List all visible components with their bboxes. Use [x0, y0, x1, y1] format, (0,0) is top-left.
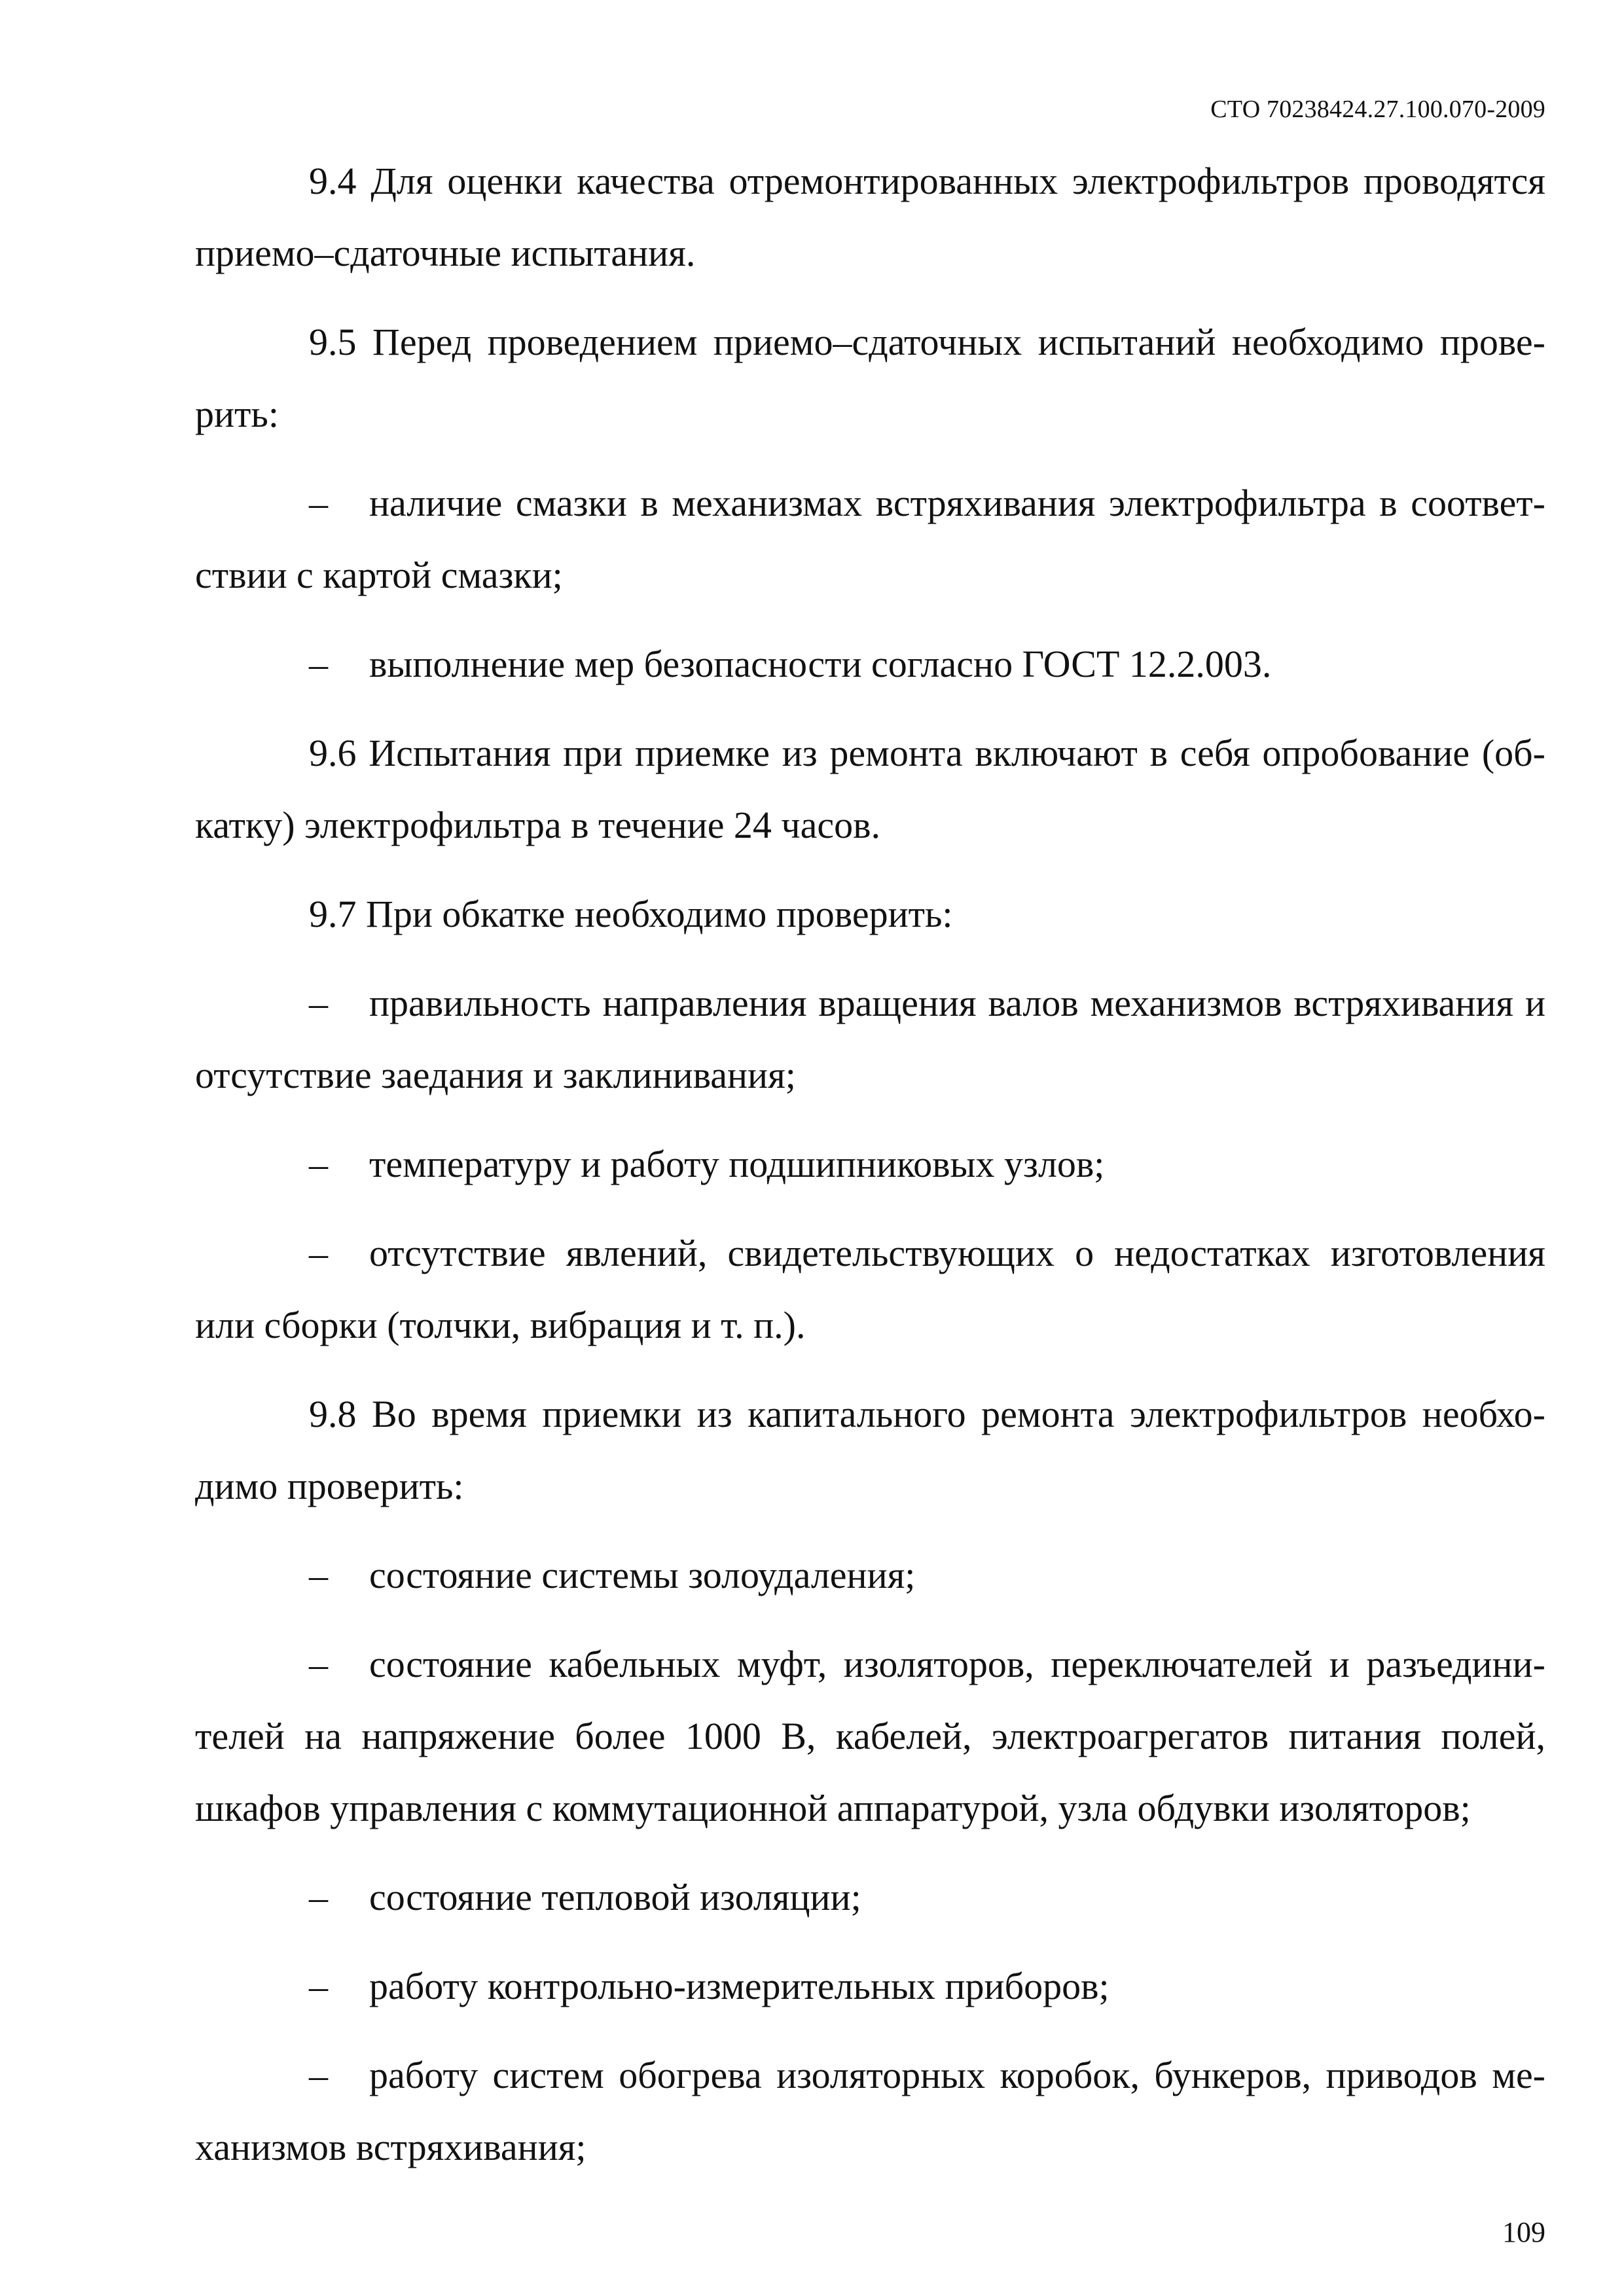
list-dash: – [309, 1643, 328, 1685]
list-item [195, 628, 1545, 700]
paragraph: 9.6 Испытания при приемке из ремонта включают в себя опробование (об-катку) электрофильтра в течение 24 часов. [195, 732, 1545, 846]
list-item [195, 1539, 1545, 1611]
list-item-text: отсутствие явлений, свидетельствующих о недостатках изготовления или сборки (толчки, вибрация и т. п.). [195, 1232, 1545, 1346]
page-number: 109 [1502, 2216, 1545, 2248]
list-dash: – [309, 1232, 328, 1274]
paragraph: 9.4 Для оценки качества отремонтированных электрофильтров проводятся приемо–сдаточные испытания. [195, 160, 1545, 274]
list-item [195, 1861, 1545, 1933]
list-item-text: правильность направления вращения валов механизмов встряхивания и отсутствие заедания и заклинивания; [195, 982, 1545, 1096]
list-item [195, 2039, 1545, 2183]
list-dash: – [309, 482, 328, 524]
list-item [195, 1628, 1545, 1844]
list-dash: – [309, 1965, 328, 2007]
list-item-text: состояние тепловой изоляции; [369, 1876, 861, 1918]
list-item-text: температуру и работу подшипниковых узлов; [369, 1143, 1105, 1185]
list-item-text: работу систем обогрева изоляторных коробок, бункеров, приводов ме-ханизмов встряхивания; [195, 2054, 1545, 2168]
paragraph: 9.7 При обкатке необходимо проверить: [309, 893, 953, 935]
list-dash: – [309, 982, 328, 1024]
list-dash: – [309, 643, 328, 685]
list-dash: – [309, 1876, 328, 1918]
list-item [195, 1950, 1545, 2022]
list-item [195, 467, 1545, 611]
list-item-text: выполнение мер безопасности согласно ГОСТ 12.2.003. [369, 643, 1272, 685]
document-code: СТО 70238424.27.100.070-2009 [1210, 96, 1545, 123]
list-item [195, 1217, 1545, 1361]
list-item [195, 1128, 1545, 1200]
list-dash: – [309, 1554, 328, 1596]
list-dash: – [309, 2054, 328, 2096]
list-item-text: наличие смазки в механизмах встряхивания электрофильтра в соответ-ствии с картой смазки; [195, 482, 1545, 596]
paragraph: 9.5 Перед проведением приемо–сдаточных испытаний необходимо прове-рить: [195, 321, 1545, 435]
document-body [195, 145, 1545, 2200]
list-dash: – [309, 1143, 328, 1185]
list-item-text: состояние системы золоудаления; [369, 1554, 916, 1596]
list-item [195, 967, 1545, 1111]
paragraph: 9.8 Во время приемки из капитального ремонта электрофильтров необхо-димо проверить: [195, 1393, 1545, 1507]
list-item-text: состояние кабельных муфт, изоляторов, переключателей и разъедини-телей на напряжение более 1000 В, кабелей, электроагрегатов питания полей, шкафов управления с коммутационной аппаратурой, узла обдувки изоляторов; [195, 1643, 1545, 1829]
list-item-text: работу контрольно-измерительных приборов; [369, 1965, 1110, 2007]
